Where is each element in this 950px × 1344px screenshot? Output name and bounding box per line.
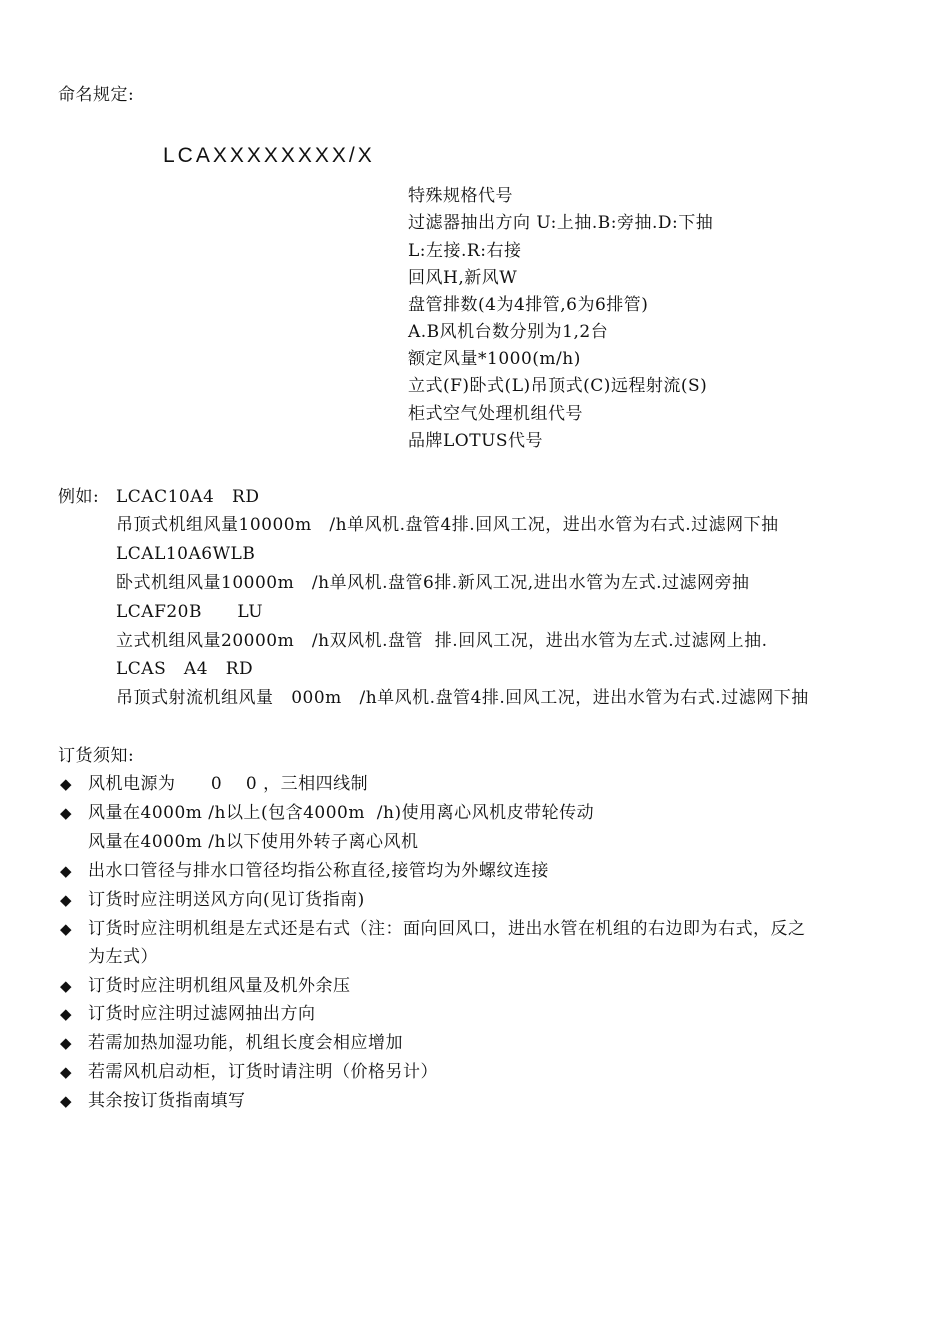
order-note-text: 订货时应注明送风方向(见订货指南) [88, 890, 365, 910]
order-note-text: 订货时应注明机组是左式还是右式（注：面向回风口，进出水管在机组的右边即为右式，反之 [88, 919, 806, 939]
example-description: 卧式机组风量10000m /h单风机.盘管6排.新风工况,进出水管为左式.过滤网旁抽 [116, 573, 750, 593]
legend-item: 品牌LOTUS代号 [408, 431, 544, 451]
legend-item: A.B风机台数分别为1,2台 [408, 322, 609, 342]
diamond-bullet-icon: ◆ [60, 862, 72, 880]
order-note-text: 风量在4000m /h以下使用外转子离心风机 [88, 832, 419, 852]
order-note-text: 出水口管径与排水口管径均指公称直径,接管均为外螺纹连接 [88, 861, 549, 881]
diamond-bullet-icon: ◆ [60, 1034, 72, 1052]
legend-item: 盘管排数(4为4排管,6为6排管) [408, 295, 649, 315]
diamond-bullet-icon: ◆ [60, 1005, 72, 1023]
example-description: 吊顶式射流机组风量 000m /h单风机.盘管4排.回风工况，进出水管为右式.过滤网下抽 [116, 688, 809, 708]
order-note-text: 若需风机启动柜，订货时请注明（价格另计） [88, 1062, 438, 1082]
model-code: LCAXXXXXXXX/X [163, 144, 375, 167]
legend-item: 过滤器抽出方向 U:上抽.B:旁抽.D:下抽 [408, 213, 714, 233]
legend-item: 柜式空气处理机组代号 [408, 404, 583, 424]
order-note-text: 风机电源为 0 0 ，三相四线制 [88, 774, 369, 794]
order-note-text: 订货时应注明机组风量及机外余压 [88, 976, 351, 996]
diamond-bullet-icon: ◆ [60, 920, 72, 938]
naming-heading: 命名规定: [58, 85, 135, 105]
order-note-text: 其余按订货指南填写 [88, 1091, 246, 1111]
examples-label: 例如: [58, 487, 100, 507]
diamond-bullet-icon: ◆ [60, 1063, 72, 1081]
example-description: 吊顶式机组风量10000m /h单风机.盘管4排.回风工况，进出水管为右式.过滤网下抽 [116, 515, 779, 535]
order-note-text: 订货时应注明过滤网抽出方向 [88, 1004, 316, 1024]
example-code: LCAL10A6WLB [116, 544, 256, 564]
order-note-text: 为左式） [88, 947, 158, 967]
example-code: LCAS A4 RD [116, 659, 254, 679]
example-description: 立式机组风量20000m /h双风机.盘管 排.回风工况，进出水管为左式.过滤网上抽. [116, 631, 768, 651]
legend-item: 特殊规格代号 [408, 186, 513, 206]
order-heading: 订货须知: [58, 746, 135, 766]
example-code: LCAF20B LU [116, 602, 264, 622]
legend-item: 额定风量*1000(m/h) [408, 349, 581, 369]
example-code: LCAC10A4 RD [116, 487, 260, 507]
order-note-text: 若需加热加湿功能，机组长度会相应增加 [88, 1033, 403, 1053]
diamond-bullet-icon: ◆ [60, 775, 72, 793]
diamond-bullet-icon: ◆ [60, 1092, 72, 1110]
legend-item: L:左接.R:右接 [408, 241, 522, 261]
legend-item: 立式(F)卧式(L)吊顶式(C)远程射流(S) [408, 376, 708, 396]
diamond-bullet-icon: ◆ [60, 891, 72, 909]
diamond-bullet-icon: ◆ [60, 804, 72, 822]
diamond-bullet-icon: ◆ [60, 977, 72, 995]
order-note-text: 风量在4000m /h以上(包含4000m /h)使用离心风机皮带轮传动 [88, 803, 595, 823]
legend-item: 回风H,新风W [408, 268, 518, 288]
